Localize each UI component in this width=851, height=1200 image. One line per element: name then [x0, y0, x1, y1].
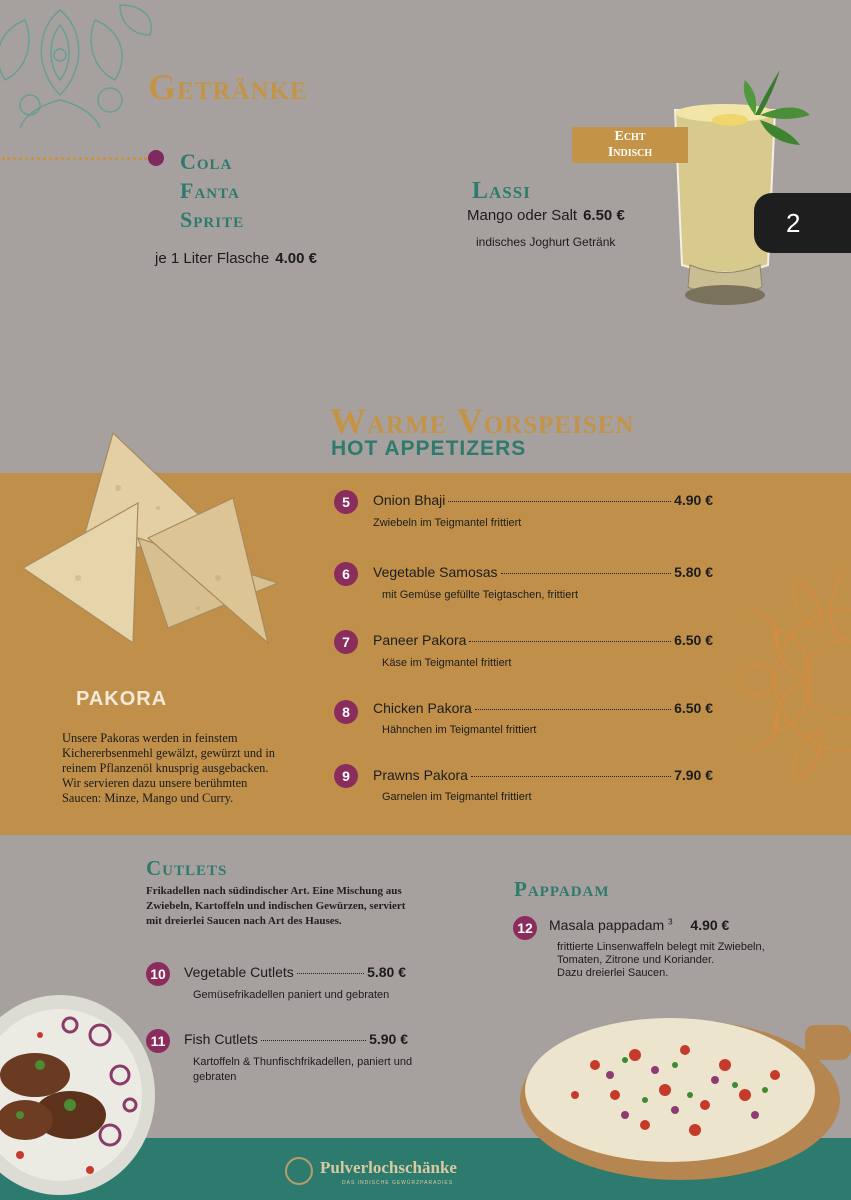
- item-price: 5.80 €: [367, 964, 406, 980]
- item-description: Gemüsefrikadellen paniert und gebraten: [193, 989, 390, 1001]
- item-price: 4.90 €: [674, 492, 713, 508]
- item-price: 6.50 €: [674, 700, 713, 716]
- appetizers-subtitle: HOT APPETIZERS: [331, 437, 527, 460]
- pappadam-image: [515, 995, 851, 1185]
- item-name: Masala pappadam: [549, 917, 665, 933]
- item-number-badge: 5: [334, 490, 358, 514]
- menu-item-onion-bhaji: [373, 492, 713, 508]
- item-description: mit Gemüse gefüllte Teigtaschen, frittiert: [382, 589, 579, 601]
- item-number-badge: 10: [146, 962, 170, 986]
- menu-item-vegetable-samosas: [373, 564, 713, 580]
- item-number-badge: 7: [334, 630, 358, 654]
- badge-line-1: Echt: [614, 129, 646, 144]
- item-number-badge: 12: [513, 916, 537, 940]
- appetizers-title: Warme Vorspeisen: [330, 401, 635, 441]
- item-price: 6.50 €: [674, 632, 713, 648]
- item-price: 5.90 €: [369, 1031, 408, 1047]
- drink-item-sprite: Sprite: [180, 207, 245, 232]
- mandala-ornament-top-left: [0, 0, 160, 130]
- item-description: Garnelen im Teigmantel frittiert: [382, 791, 532, 803]
- samosa-image: [18, 428, 293, 653]
- page-number-tab: 2: [754, 193, 851, 253]
- drink-item-cola: Cola: [180, 149, 233, 174]
- lassi-variant: Mango oder Salt: [467, 207, 578, 224]
- item-number-badge: 11: [146, 1029, 170, 1053]
- item-number-badge: 8: [334, 700, 358, 724]
- lassi-price-line: [467, 207, 625, 224]
- dotted-divider: [2, 157, 147, 160]
- lassi-title: Lassi: [472, 178, 531, 204]
- brand-logo-icon: [285, 1157, 313, 1185]
- lassi-description: indisches Joghurt Getränk: [476, 235, 616, 249]
- pappadam-title: Pappadam: [514, 877, 610, 901]
- menu-item-vegetable-cutlets: [184, 964, 406, 980]
- menu-item-paneer-pakora: [373, 632, 713, 648]
- menu-item-fish-cutlets: [184, 1031, 408, 1047]
- item-name: Vegetable Cutlets: [184, 964, 294, 980]
- cutlets-title: Cutlets: [146, 856, 228, 880]
- drink-item-fanta: Fanta: [180, 178, 240, 203]
- footer-tagline: DAS INDISCHE GEWÜRZPARADIES: [342, 1180, 454, 1186]
- drinks-price-line: [155, 250, 317, 267]
- menu-item-chicken-pakora: [373, 700, 713, 716]
- footer-brand-name: Pulverlochschänke: [320, 1158, 457, 1177]
- badge-line-2: Indisch: [607, 145, 653, 160]
- item-price: 7.90 €: [674, 767, 713, 783]
- item-footnote: 3: [668, 917, 673, 927]
- drinks-section-title: Getränke: [148, 67, 308, 107]
- item-name: Prawns Pakora: [373, 767, 468, 783]
- item-name: Paneer Pakora: [373, 632, 467, 648]
- cutlets-description: Frikadellen nach südindischer Art. Eine Mischung aus Zwiebeln, Kartoffeln und indischen Gewürzen, serviert mit dreierlei Saucen nach Art des Hauses.: [146, 885, 406, 927]
- item-description: Käse im Teigmantel frittiert: [382, 657, 512, 669]
- pakora-title: PAKORA: [76, 688, 168, 710]
- desc-line: Tomaten, Zitrone und Koriander.: [557, 954, 715, 966]
- lassi-price: 6.50 €: [583, 207, 625, 224]
- lassi-glass-image: [660, 65, 820, 315]
- menu-item-masala-pappadam: [549, 917, 729, 933]
- pakora-description: Unsere Pakoras werden in feinstem Kichererbsenmehl gewälzt, gewürzt und in reinem Pflanzenöl knusprig ausgebacken. Wir servieren dazu unsere berühmten Saucen: Minze, Mango und Curry.: [62, 731, 275, 805]
- drinks-price-label: je 1 Liter Flasche: [155, 250, 270, 267]
- desc-line: Dazu dreierlei Saucen.: [557, 967, 669, 979]
- item-number-badge: 6: [334, 562, 358, 586]
- item-name: Fish Cutlets: [184, 1031, 258, 1047]
- desc-line: frittierte Linsenwaffeln belegt mit Zwiebeln,: [557, 941, 765, 953]
- item-description: Kartoffeln & Thunfischfrikadellen, paniert und gebraten: [193, 1056, 413, 1083]
- item-name: Chicken Pakora: [373, 700, 472, 716]
- item-price: 4.90 €: [690, 917, 730, 933]
- cutlets-plate-image: [0, 995, 160, 1200]
- item-name: Onion Bhaji: [373, 492, 446, 508]
- item-description: Hähnchen im Teigmantel frittiert: [382, 724, 537, 736]
- mandala-ornament-right: [715, 550, 851, 810]
- item-number-badge: 9: [334, 764, 358, 788]
- pappadam-description: [557, 941, 827, 980]
- echt-indisch-badge: [572, 127, 688, 163]
- item-name: Vegetable Samosas: [373, 564, 498, 580]
- bullet-dot: [148, 150, 164, 166]
- item-description: Zwiebeln im Teigmantel frittiert: [373, 517, 522, 529]
- item-price: 5.80 €: [674, 564, 713, 580]
- drinks-price: 4.00 €: [275, 250, 317, 267]
- menu-item-prawns-pakora: [373, 767, 713, 783]
